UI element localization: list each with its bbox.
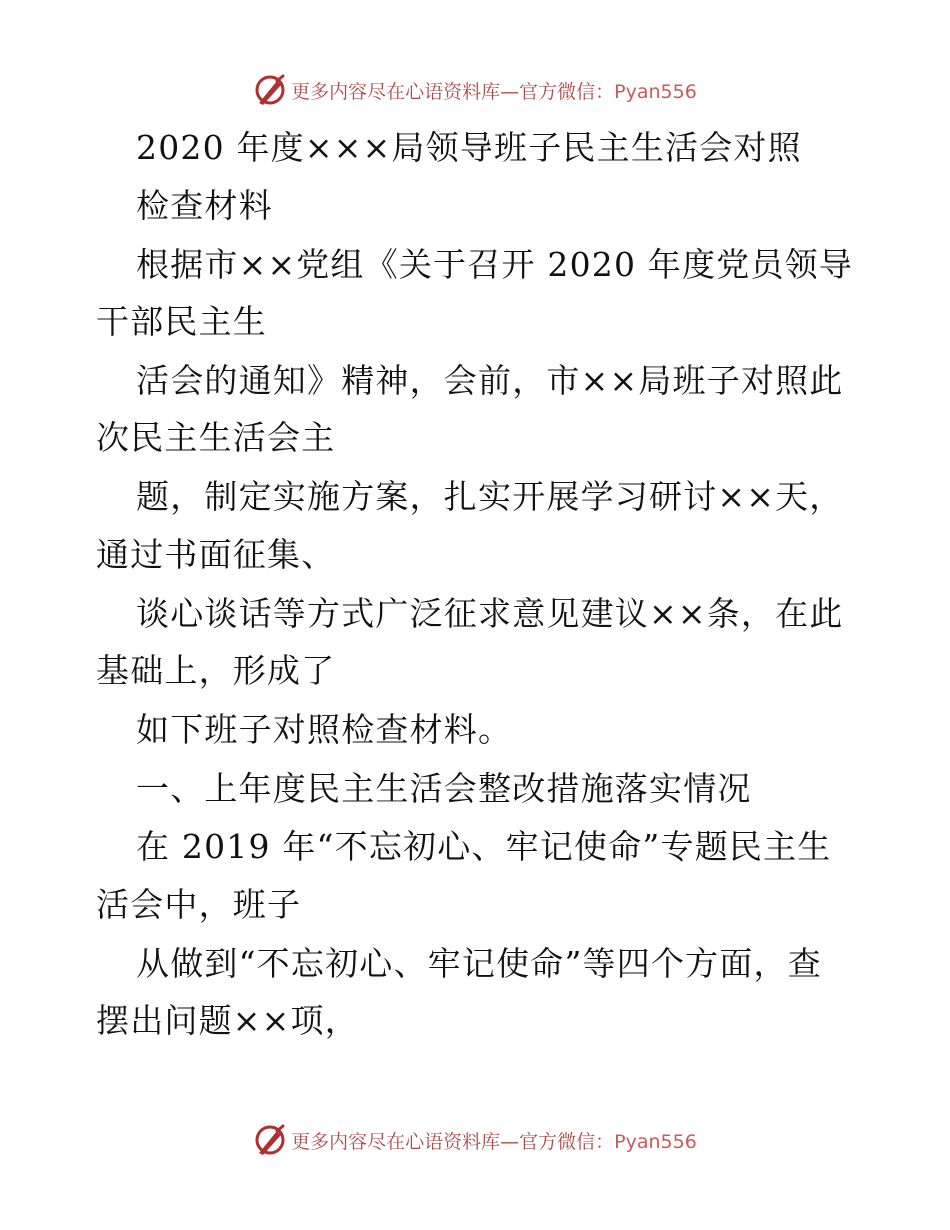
watermark-handle: Pyan556	[614, 1130, 697, 1153]
watermark-text	[291, 77, 697, 104]
paragraph-line: 活会中，班子	[96, 885, 302, 924]
paragraph-line: 题，制定实施方案，扎实开展学习研讨××天，	[136, 477, 844, 516]
watermark-handle: Pyan556	[614, 80, 697, 103]
section-heading: 一、上年度民主生活会整改措施落实情况	[136, 769, 752, 808]
paragraph-line: 次民主生活会主	[96, 418, 336, 457]
paragraph-line: 通过书面征集、	[96, 535, 336, 574]
paragraph-line: 干部民主生	[96, 302, 267, 341]
paragraph-line: 摆出问题××项，	[96, 1001, 359, 1040]
watermark-main-text: 更多内容尽在心语资料库—官方微信：	[291, 1130, 615, 1153]
paragraph-line: 在 2019 年“不忘初心、牢记使命”专题民主生	[136, 827, 832, 866]
watermark-footer	[0, 1122, 950, 1158]
paragraph-line: 从做到“不忘初心、牢记使命”等四个方面，查	[136, 944, 822, 983]
pen-logo-icon	[253, 73, 287, 107]
watermark-header	[0, 72, 950, 108]
title-line-1: 2020 年度×××局领导班子民主生活会对照	[136, 128, 802, 167]
paragraph-line: 基础上，形成了	[96, 651, 336, 690]
watermark-main-text: 更多内容尽在心语资料库—官方微信：	[291, 80, 615, 103]
paragraph-line: 如下班子对照检查材料。	[136, 710, 513, 749]
title-line-2: 检查材料	[136, 186, 273, 225]
paragraph-line: 谈心谈话等方式广泛征求意见建议××条，在此	[136, 594, 844, 633]
paragraph-line: 根据市××党组《关于召开 2020 年度党员领导	[136, 245, 854, 284]
watermark-text	[291, 1127, 697, 1154]
pen-logo-icon	[253, 1123, 287, 1157]
paragraph-line: 活会的通知》精神，会前，市××局班子对照此	[136, 361, 844, 400]
